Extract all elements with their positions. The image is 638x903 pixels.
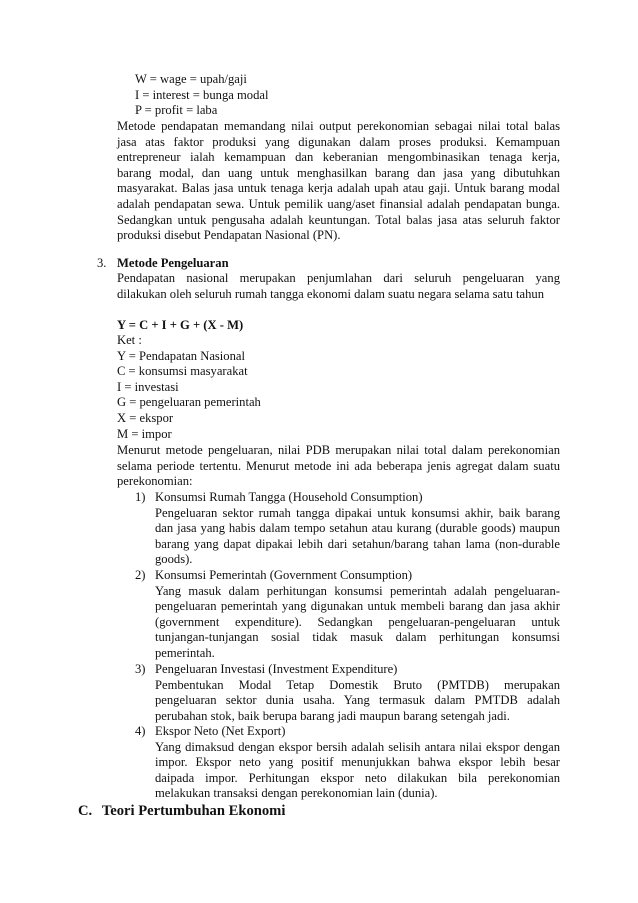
income-method-paragraph bbox=[117, 119, 560, 244]
item-number: 2) bbox=[135, 568, 146, 582]
paragraph-line: entrepreneur ialah kemampuan dan keberanian mengombinasikan tenaga kerja, bbox=[117, 150, 560, 165]
item-line: pengeluaran sektor dunia usaha. Yang termasuk dalam PMTDB adalah bbox=[155, 693, 560, 708]
legend-item: G = pengeluaran pemerintah bbox=[117, 395, 261, 410]
item-title: Ekspor Neto (Net Export) bbox=[155, 724, 286, 738]
item-line: dan jasa yang habis dalam tempo setahun atau kurang (durable goods) maupun bbox=[155, 521, 560, 536]
aggregate-item-investment bbox=[135, 662, 560, 724]
item-line: Yang masuk dalam perhitungan konsumsi pemerintah adalah pengeluaran- bbox=[155, 583, 560, 598]
section-number: 3. bbox=[97, 256, 107, 270]
item-line: (government expenditure). Sedangkan pengeluaran-pengeluaran untuk bbox=[155, 614, 560, 629]
definition-line: I = interest = bunga modal bbox=[135, 87, 269, 102]
paragraph-line: Pendapatan nasional merupakan penjumlahan dari seluruh pengeluaran yang bbox=[117, 271, 560, 285]
item-number: 1) bbox=[135, 490, 146, 504]
item-line: impor. Ekspor neto yang positif menunjukkan bahwa ekspor lebih besar bbox=[155, 755, 560, 770]
paragraph-line: selama periode tertentu. Menurut metode ini ada beberapa jenis agregat dalam suatu bbox=[117, 458, 560, 473]
section-title: Teori Pertumbuhan Ekonomi bbox=[101, 803, 286, 819]
item-line: Pembentukan Modal Tetap Domestik Bruto (PMTDB) merupakan bbox=[155, 677, 560, 692]
legend-item: C = konsumsi masyarakat bbox=[117, 364, 248, 379]
definition-line: W = wage = upah/gaji bbox=[135, 72, 247, 86]
item-line: barang yang dapat dipakai lebih dari setahun/barang tahan lama (non-durable bbox=[155, 536, 560, 551]
paragraph-line: Sedangkan untuk pengusaha adalah keuntungan. Total balas jasa atas seluruh faktor bbox=[117, 212, 560, 227]
income-definitions bbox=[135, 72, 435, 119]
paragraph-line: produksi disebut Pendapatan Nasional (PN). bbox=[117, 228, 341, 243]
aggregate-intro-paragraph bbox=[117, 443, 560, 490]
item-line: perubahan stok, baik berupa barang jadi maupun barang setengah jadi. bbox=[155, 708, 510, 723]
section-c-heading bbox=[78, 804, 285, 820]
paragraph-line: Menurut metode pengeluaran, nilai PDB merupakan nilai total dalam perekonomian bbox=[117, 443, 560, 457]
expenditure-intro bbox=[117, 271, 560, 302]
item-line: goods). bbox=[155, 552, 193, 567]
paragraph-line: jasa atas faktor produksi yang digunakan dalam proses produksi. Kemampuan bbox=[117, 134, 560, 149]
item-title: Pengeluaran Investasi (Investment Expenditure) bbox=[155, 662, 398, 676]
item-number: 3) bbox=[135, 662, 146, 676]
item-title: Konsumsi Pemerintah (Government Consumption) bbox=[155, 568, 413, 582]
item-line: Yang dimaksud dengan ekspor bersih adalah selisih antara nilai ekspor dengan bbox=[155, 739, 560, 754]
legend-item: Y = Pendapatan Nasional bbox=[117, 348, 245, 363]
item-line: tunjangan-tunjangan sosial tidak masuk dalam perhitungan konsumsi bbox=[155, 630, 560, 645]
item-line: Pengeluaran sektor rumah tangga dipakai untuk konsumsi akhir, baik barang bbox=[155, 505, 560, 520]
paragraph-line: adalah pendapatan sewa. Untuk pemilik uang/aset finansial adalah pendapatan bunga. bbox=[117, 196, 560, 211]
legend-item: M = impor bbox=[117, 426, 172, 441]
paragraph-line: masyarakat. Balas jasa untuk tenaga kerja adalah upah atau gaji. Untuk barang modal bbox=[117, 181, 560, 196]
paragraph-line: perekonomian: bbox=[117, 474, 193, 489]
legend-label: Ket : bbox=[117, 333, 142, 347]
section-3-heading bbox=[97, 256, 229, 272]
paragraph-line: barang modal, dan uang untuk menghasilkan barang dan jasa yang dibutuhkan bbox=[117, 165, 560, 180]
aggregate-item-net-export bbox=[135, 724, 560, 802]
item-line: daipada impor. Perhitungan ekspor neto dilakukan bila perekonomian bbox=[155, 770, 560, 785]
aggregate-item-household bbox=[135, 490, 560, 568]
formula-legend bbox=[117, 333, 417, 442]
legend-item: X = ekspor bbox=[117, 410, 174, 425]
expenditure-formula: Y = C + I + G + (X - M) bbox=[117, 318, 244, 332]
section-title: Metode Pengeluaran bbox=[117, 256, 229, 270]
item-title: Konsumsi Rumah Tangga (Household Consumption) bbox=[155, 490, 423, 504]
item-line: melakukan transaksi dengan perekonomian lain (dunia). bbox=[155, 786, 438, 801]
paragraph-line: dilakukan oleh seluruh rumah tangga ekonomi dalam suatu negara selama satu tahun bbox=[117, 286, 545, 301]
definition-line: P = profit = laba bbox=[135, 103, 218, 118]
paragraph-line: Metode pendapatan memandang nilai output perekonomian sebagai nilai total balas bbox=[117, 119, 560, 133]
legend-item: I = investasi bbox=[117, 379, 179, 394]
item-line: pemerintah. bbox=[155, 645, 215, 660]
item-number: 4) bbox=[135, 724, 146, 738]
aggregate-item-government bbox=[135, 568, 560, 662]
item-line: pengeluaran pemerintah yang digunakan untuk membeli barang dan jasa akhir bbox=[155, 599, 560, 614]
section-label: C. bbox=[78, 803, 93, 819]
